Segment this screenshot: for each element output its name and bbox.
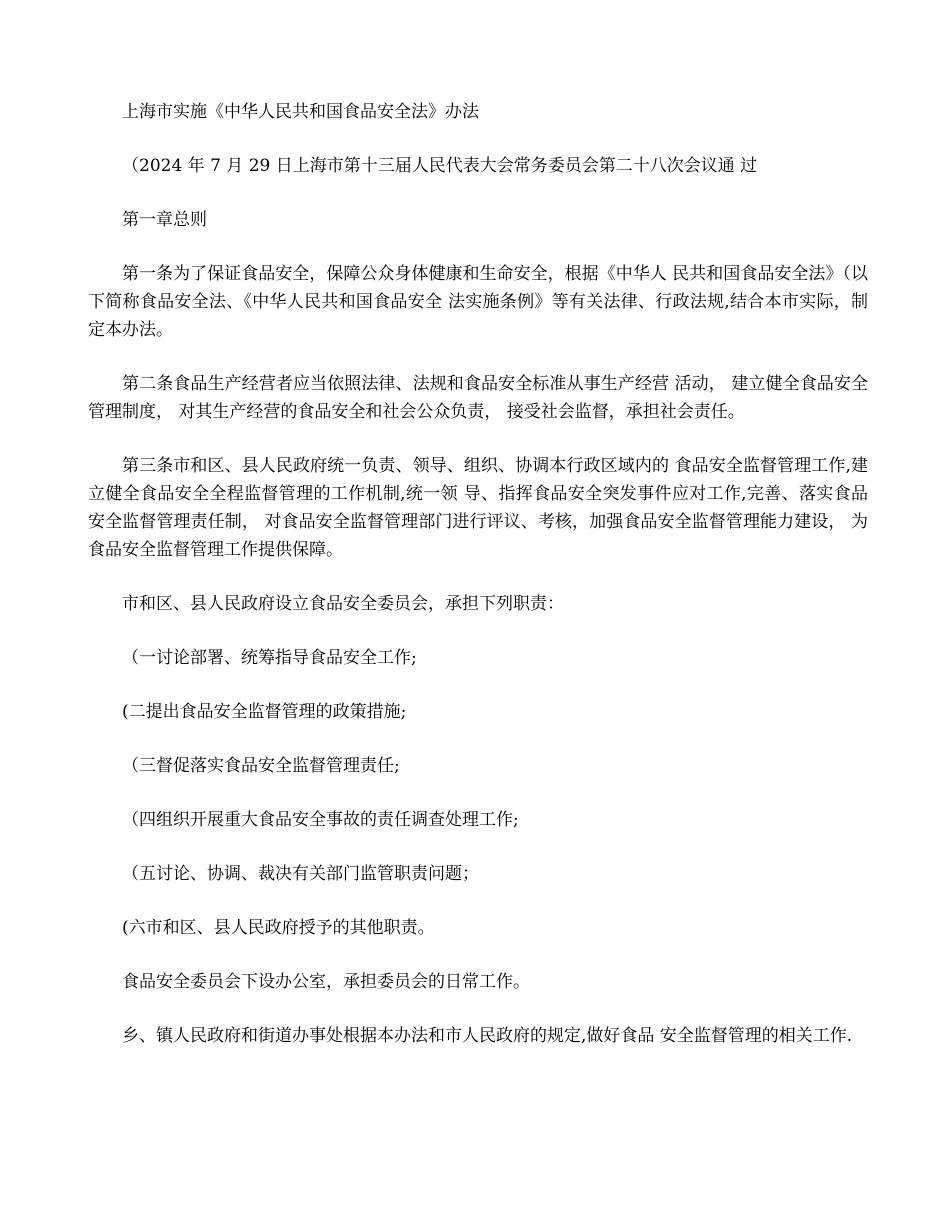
duty-item-3: （三督促落实食品安全监督管理责任; (122, 756, 400, 776)
township-paragraph: 乡、镇人民政府和街道办事处根据本办法和市人民政府的规定,做好食品 安全监督管理的相关工作. (122, 1026, 853, 1046)
article-2-paragraph: 第二条食品生产经营者应当依照法律、法规和食品安全标准从事生产经营 活动， 建立健全食品安全管理制度， 对其生产经营的食品安全和社会公众负责， 接受社会监督，承担社会责任。 (88, 374, 868, 422)
document-page (88, 98, 868, 1076)
document-title: 上海市实施《中华人民共和国食品安全法》办法 (122, 102, 479, 122)
duty-item-6: (六市和区、县人民政府授予的其他职责。 (122, 918, 435, 938)
duty-item-2: (二提出食品安全监督管理的政策措施; (122, 702, 407, 722)
article-1-paragraph: 第一条为了保证食品安全，保障公众身体健康和生命安全，根据《中华人 民共和国食品安全法》（以下简称食品安全法、《中华人民共和国食品安全 法实施条例》等有关法律、行政法规,结合本市实际，制定本办法。 (88, 264, 868, 340)
committee-duties-intro: 市和区、县人民政府设立食品安全委员会，承担下列职责： (122, 594, 564, 614)
duty-item-1: （一讨论部署、统筹指导食品安全工作; (122, 648, 417, 668)
chapter-heading: 第一章总则 (122, 210, 207, 230)
duty-item-4: （四组织开展重大食品安全事故的责任调查处理工作; (122, 810, 519, 830)
duty-item-5: （五讨论、协调、裁决有关部门监管职责问题； (122, 864, 479, 884)
adoption-note: （2024 年 7 月 29 日上海市第十三届人民代表大会常务委员会第二十八次会议通 过 (122, 156, 758, 176)
committee-office-paragraph: 食品安全委员会下设办公室，承担委员会的日常工作。 (122, 972, 530, 992)
article-3-paragraph: 第三条市和区、县人民政府统一负责、领导、组织、协调本行政区域内的 食品安全监督管理工作,建立健全食品安全全程监督管理的工作机制,统一领 导、指挥食品安全突发事件应对工作,完善、落实食品安全监督管理责任制， 对食品安全监督管理部门进行评议、考核，加强食品安全监督管理能力建设， 为食品安全监督管理工作提供保障。 (88, 456, 868, 560)
